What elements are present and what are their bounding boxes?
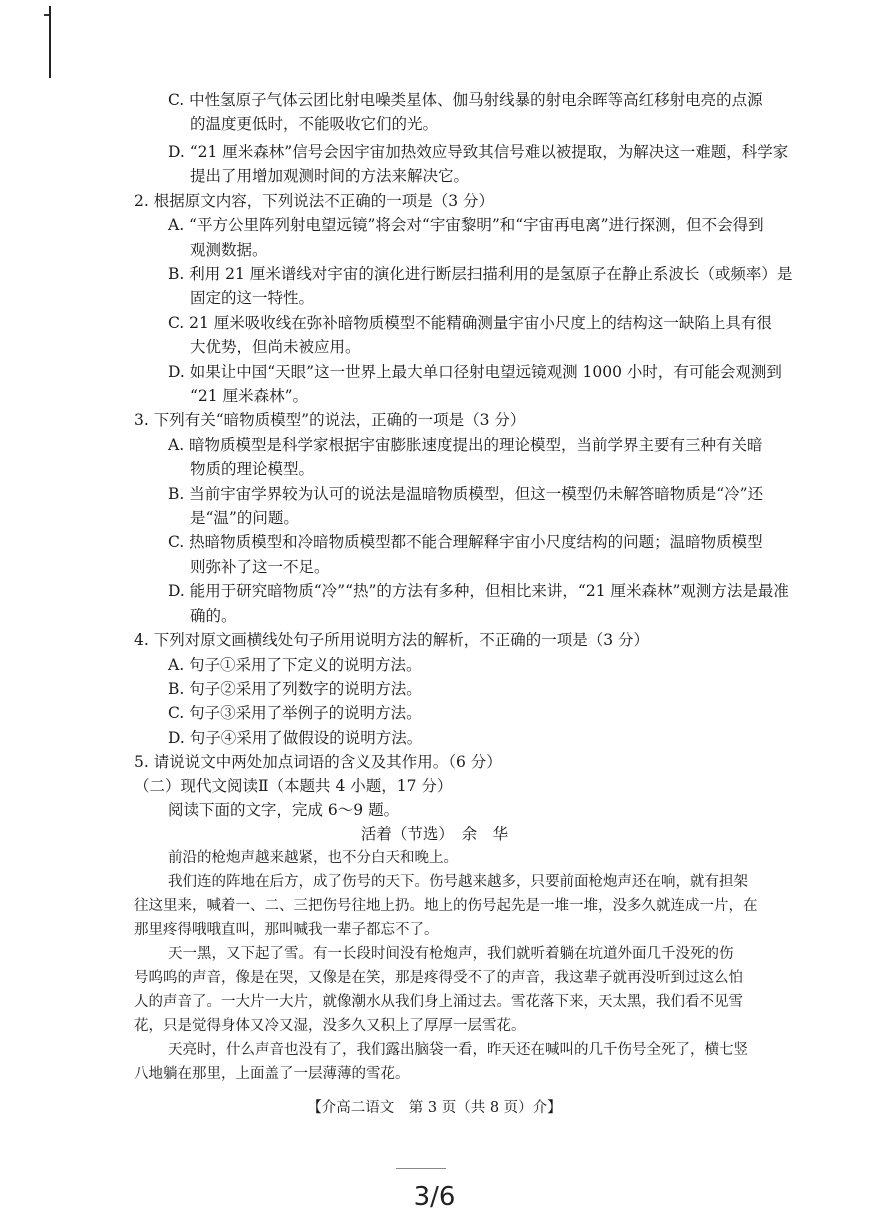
text-line: C. 热暗物质模型和冷暗物质模型都不能合理解释宇宙小尺度结构的问题；温暗物质模型 xyxy=(168,533,763,551)
text-line: 八地躺在那里，上面盖了一层薄薄的雪花。 xyxy=(134,1066,410,1082)
text-line: 天一黑，又下起了雪。有一长段时间没有枪炮声，我们就听着躺在坑道外面几千没死的伤 xyxy=(168,946,734,962)
text-line: 我们连的阵地在后方，成了伤号的天下。伤号越来越多，只要前面枪炮声还在响，就有担架 xyxy=(168,874,748,890)
text-line: 的温度更低时，不能吸收它们的光。 xyxy=(190,115,439,133)
text-line: A. 句子①采用了下定义的说明方法。 xyxy=(168,656,422,674)
page-footer: 【介高二语文 第 3 页（共 8 页）介】 xyxy=(307,1100,562,1116)
scan-edge-mark xyxy=(49,6,51,78)
text-line: 5. 请说说文中两处加点词语的含义及其作用。（6 分） xyxy=(134,753,502,771)
text-line: C. 中性氢原子气体云团比射电噪类星体、伽马射线暴的射电余晖等高红移射电亮的点源 xyxy=(168,91,763,109)
text-line: D. “21 厘米森林”信号会因宇宙加热效应导致其信号难以被提取，为解决这一难题，科学家 xyxy=(168,143,789,161)
text-line: 4. 下列对原文画横线处句子所用说明方法的解析，不正确的一项是（3 分） xyxy=(134,631,650,649)
text-line: 那里疼得哦哦直叫，那叫喊我一辈子都忘不了。 xyxy=(134,922,439,938)
text-line: C. 句子③采用了举例子的说明方法。 xyxy=(168,704,422,722)
text-line: 固定的这一特性。 xyxy=(190,289,315,307)
passage-title: 活着（节选） 余 华 xyxy=(360,825,509,843)
text-line: 提出了用增加观测时间的方法来解决它。 xyxy=(190,167,470,185)
text-line: 前沿的枪炮声越来越紧，也不分白天和晚上。 xyxy=(168,850,458,866)
scan-edge-mark-tick xyxy=(44,14,49,16)
text-line: 3. 下列有关“暗物质模型”的说法，正确的一项是（3 分） xyxy=(134,411,526,429)
text-line: A. “平方公里阵列射电望远镜”将会对“宇宙黎明”和“宇宙再电离”进行探测，但不会得到 xyxy=(168,216,764,234)
text-line: 确的。 xyxy=(190,607,237,625)
text-line: D. 能用于研究暗物质“冷”“热”的方法有多种，但相比来讲，“21 厘米森林”观测方法是最准 xyxy=(168,582,789,600)
page-number: 3/6 xyxy=(413,1182,456,1212)
text-line: D. 如果让中国“天眼”这一世界上最大单口径射电望远镜观测 1000 小时，有可能会观测到 xyxy=(168,363,782,381)
text-line: 往这里来，喊着一、二、三把伤号往地上扔。地上的伤号起先是一堆一堆，没多久就连成一片，在 xyxy=(134,898,758,914)
text-line: A. 暗物质模型是科学家根据宇宙膨胀速度提出的理论模型，当前学界主要有三种有关暗 xyxy=(168,436,763,454)
text-line: 天亮时，什么声音也没有了，我们露出脑袋一看，昨天还在喊叫的几千伤号全死了，横七竖 xyxy=(168,1042,748,1058)
text-line: B. 句子②采用了列数字的说明方法。 xyxy=(168,680,422,698)
text-line: 物质的理论模型。 xyxy=(190,460,315,478)
text-line: 花，只是觉得身体又冷又湿，没多久又积上了厚厚一层雪花。 xyxy=(134,1018,526,1034)
text-line: 大优势，但尚未被应用。 xyxy=(190,338,361,356)
text-line: 阅读下面的文字，完成 6～9 题。 xyxy=(168,801,400,819)
text-line: B. 当前宇宙学界较为认可的说法是温暗物质模型，但这一模型仍未解答暗物质是“冷”还 xyxy=(168,485,764,503)
text-line: B. 利用 21 厘米谱线对宇宙的演化进行断层扫描利用的是氢原子在静止系波长（或频率）是 xyxy=(168,265,793,283)
text-line: 2. 根据原文内容，下列说法不正确的一项是（3 分） xyxy=(134,192,495,210)
text-line: 观测数据。 xyxy=(190,241,268,259)
text-line: （二）现代文阅读Ⅱ（本题共 4 小题，17 分） xyxy=(134,777,453,795)
footer-divider xyxy=(396,1168,446,1169)
text-line: 则弥补了这一不足。 xyxy=(190,558,330,576)
text-line: 是“温”的问题。 xyxy=(190,509,299,527)
text-line: “21 厘米森林”。 xyxy=(190,387,308,405)
text-line: D. 句子④采用了做假设的说明方法。 xyxy=(168,729,423,747)
text-line: 号呜呜的声音，像是在哭，又像是在笑，那是疼得受不了的声音，我这辈子就再没听到过这么怕 xyxy=(134,970,743,986)
text-line: 人的声音了。一大片一大片，就像潮水从我们身上涌过去。雪花落下来，天太黑，我们看不见雪 xyxy=(134,994,743,1010)
text-line: C. 21 厘米吸收线在弥补暗物质模型不能精确测量宇宙小尺度上的结构这一缺陷上具有很 xyxy=(168,314,772,332)
